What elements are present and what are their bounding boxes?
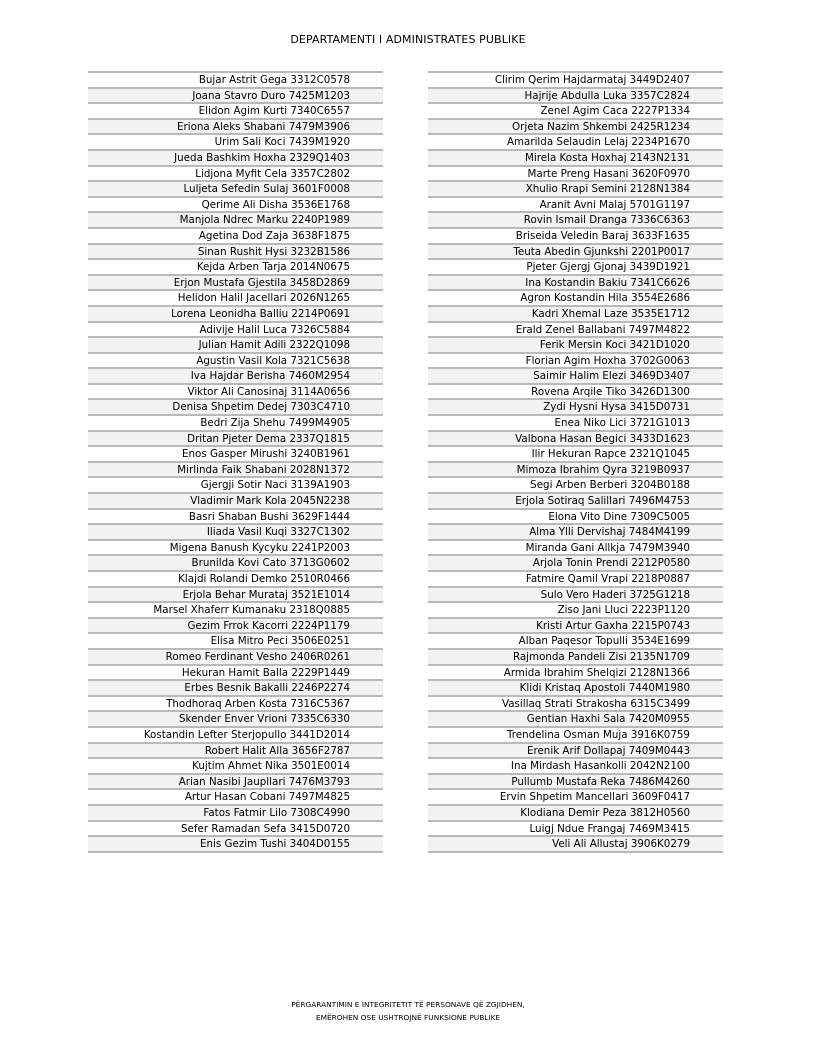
- list-item: Amarilda Selaudin Lelaj 2234P1670: [428, 135, 723, 151]
- list-item: Klodiana Demir Peza 3812H0560: [428, 806, 723, 822]
- list-item: Robert Halit Alla 3656F2787: [88, 744, 383, 760]
- list-item: Clirim Qerim Hajdarmataj 3449D2407: [428, 73, 723, 89]
- list-item: Enis Gezim Tushi 3404D0155: [88, 837, 383, 853]
- list-item: Lorena Leonidha Balliu 2214P0691: [88, 307, 383, 323]
- right-name-list: [428, 71, 723, 853]
- list-item: Saimir Halim Elezi 3469D3407: [428, 369, 723, 385]
- list-item: Luljeta Sefedin Sulaj 3601F0008: [88, 182, 383, 198]
- list-item: Joana Stavro Duro 7425M1203: [88, 89, 383, 105]
- list-item: Armida Ibrahim Shelqizi 2128N1366: [428, 666, 723, 682]
- list-item: Viktor Ali Canosinaj 3114A0656: [88, 385, 383, 401]
- list-item: Elidon Agim Kurti 7340C6557: [88, 104, 383, 120]
- list-item: Romeo Ferdinant Vesho 2406R0261: [88, 650, 383, 666]
- list-item: Iva Hajdar Berisha 7460M2954: [88, 369, 383, 385]
- list-item: Elona Vito Dine 7309C5005: [428, 510, 723, 526]
- list-item: Gjergji Sotir Naci 3139A1903: [88, 478, 383, 494]
- list-item: Erald Zenel Ballabani 7497M4822: [428, 323, 723, 339]
- list-item: Ferik Mersin Koci 3421D1020: [428, 338, 723, 354]
- list-item: Xhulio Rrapi Semini 2128N1384: [428, 182, 723, 198]
- list-item: Pullumb Mustafa Reka 7486M4260: [428, 775, 723, 791]
- list-item: Klidi Kristaq Apostoli 7440M1980: [428, 681, 723, 697]
- list-item: Ina Kostandin Bakiu 7341C6626: [428, 276, 723, 292]
- list-item: Segi Arben Berberi 3204B0188: [428, 478, 723, 494]
- list-item: Rovena Arqile Tiko 3426D1300: [428, 385, 723, 401]
- list-item: Fatmire Qamil Vrapi 2218P0887: [428, 572, 723, 588]
- list-item: Mirela Kosta Hoxhaj 2143N2131: [428, 151, 723, 167]
- list-item: Sefer Ramadan Sefa 3415D0720: [88, 822, 383, 838]
- list-item: Miranda Gani Allkja 7479M3940: [428, 541, 723, 557]
- list-item: Brunilda Kovi Cato 3713G0602: [88, 556, 383, 572]
- list-item: Alban Paqesor Topulli 3534E1699: [428, 634, 723, 650]
- list-item: Mimoza Ibrahim Qyra 3219B0937: [428, 463, 723, 479]
- list-item: Trendelina Osman Muja 3916K0759: [428, 728, 723, 744]
- page-footer: [0, 998, 816, 1024]
- list-item: Dritan Pjeter Dema 2337Q1815: [88, 432, 383, 448]
- list-item: Erjon Mustafa Gjestila 3458D2869: [88, 276, 383, 292]
- list-item: Luigj Ndue Frangaj 7469M3415: [428, 822, 723, 838]
- list-item: Klajdi Rolandi Demko 2510R0466: [88, 572, 383, 588]
- list-item: Ziso Jani Lluci 2223P1120: [428, 603, 723, 619]
- list-item: Artur Hasan Cobani 7497M4825: [88, 790, 383, 806]
- list-item: Aranit Avni Malaj 5701G1197: [428, 198, 723, 214]
- list-item: Marte Preng Hasani 3620F0970: [428, 167, 723, 183]
- list-item: Julian Hamit Adili 2322Q1098: [88, 338, 383, 354]
- list-item: Agustin Vasil Kola 7321C5638: [88, 354, 383, 370]
- list-item: Adivije Halil Luca 7326C5884: [88, 323, 383, 339]
- list-item: Gentian Haxhi Sala 7420M0955: [428, 712, 723, 728]
- list-item: Ina Mirdash Hasankolli 2042N2100: [428, 759, 723, 775]
- list-item: Manjola Ndrec Marku 2240P1989: [88, 213, 383, 229]
- list-item: Vladimir Mark Kola 2045N2238: [88, 494, 383, 510]
- list-item: Rovin Ismail Dranga 7336C6363: [428, 213, 723, 229]
- list-item: Basri Shaban Bushi 3629F1444: [88, 510, 383, 526]
- list-item: Rajmonda Pandeli Zisi 2135N1709: [428, 650, 723, 666]
- list-item: Kejda Arben Tarja 2014N0675: [88, 260, 383, 276]
- list-item: Briseida Veledin Baraj 3633F1635: [428, 229, 723, 245]
- list-item: Ervin Shpetim Mancellari 3609F0417: [428, 790, 723, 806]
- list-item: Fatos Fatmir Lilo 7308C4990: [88, 806, 383, 822]
- list-item: Qerime Ali Disha 3536E1768: [88, 198, 383, 214]
- list-item: Bedri Zija Shehu 7499M4905: [88, 416, 383, 432]
- list-item: Arian Nasibi Jaupllari 7476M3793: [88, 775, 383, 791]
- list-item: Pjeter Gjergj Gjonaj 3439D1921: [428, 260, 723, 276]
- list-item: Sinan Rushit Hysi 3232B1586: [88, 245, 383, 261]
- list-item: Veli Ali Allustaj 3906K0279: [428, 837, 723, 853]
- list-item: Hajrije Abdulla Luka 3357C2824: [428, 89, 723, 105]
- list-item: Elisa Mitro Peci 3506E0251: [88, 634, 383, 650]
- list-item: Gezim Frrok Kacorri 2224P1179: [88, 619, 383, 635]
- list-item: Florian Agim Hoxha 3702G0063: [428, 354, 723, 370]
- list-item: Iliada Vasil Kuqi 3327C1302: [88, 525, 383, 541]
- list-item: Erenik Arif Dollapaj 7409M0443: [428, 744, 723, 760]
- list-item: Lidjona Myfit Cela 3357C2802: [88, 167, 383, 183]
- list-item: Kadri Xhemal Laze 3535E1712: [428, 307, 723, 323]
- list-item: Erbes Besnik Bakalli 2246P2274: [88, 681, 383, 697]
- list-item: Vasillaq Strati Strakosha 6315C3499: [428, 697, 723, 713]
- list-item: Kostandin Lefter Sterjopullo 3441D2014: [88, 728, 383, 744]
- page-title: DEPARTAMENTI I ADMINISTRATES PUBLIKE: [290, 33, 526, 46]
- footer-line-1: PËRGARANTIMIN E INTEGRITETIT TË PERSONAVE QË ZGJIDHEN,: [291, 1000, 525, 1009]
- footer-line-2: EMËROHEN OSE USHTROJNË FUNKSIONE PUBLIKE: [315, 1013, 501, 1022]
- list-item: Orjeta Nazim Shkembi 2425R1234: [428, 120, 723, 136]
- list-item: Hekuran Hamit Balla 2229P1449: [88, 666, 383, 682]
- list-item: Thodhoraq Arben Kosta 7316C5367: [88, 697, 383, 713]
- list-item: Teuta Abedin Gjunkshi 2201P0017: [428, 245, 723, 261]
- list-item: Erjola Behar Murataj 3521E1014: [88, 588, 383, 604]
- list-item: Enos Gasper Mirushi 3240B1961: [88, 447, 383, 463]
- list-item: Alma Ylli Dervishaj 7484M4199: [428, 525, 723, 541]
- list-item: Ilir Hekuran Rapce 2321Q1045: [428, 447, 723, 463]
- list-item: Migena Banush Kycyku 2241P2003: [88, 541, 383, 557]
- list-item: Enea Niko Lici 3721G1013: [428, 416, 723, 432]
- list-item: Bujar Astrit Gega 3312C0578: [88, 73, 383, 89]
- list-item: Kristi Artur Gaxha 2215P0743: [428, 619, 723, 635]
- list-item: Zydi Hysni Hysa 3415D0731: [428, 400, 723, 416]
- list-item: Erjola Sotiraq Salillari 7496M4753: [428, 494, 723, 510]
- list-item: Mirlinda Faik Shabani 2028N1372: [88, 463, 383, 479]
- list-item: Eriona Aleks Shabani 7479M3906: [88, 120, 383, 136]
- list-item: Zenel Agim Caca 2227P1334: [428, 104, 723, 120]
- left-name-list: [88, 71, 383, 853]
- list-item: Agron Kostandin Hila 3554E2686: [428, 291, 723, 307]
- list-item: Sulo Vero Haderi 3725G1218: [428, 588, 723, 604]
- list-item: Kujtim Ahmet Nika 3501E0014: [88, 759, 383, 775]
- list-item: Valbona Hasan Begici 3433D1623: [428, 432, 723, 448]
- list-item: Arjola Tonin Prendi 2212P0580: [428, 556, 723, 572]
- list-item: Agetina Dod Zaja 3638F1875: [88, 229, 383, 245]
- list-item: Denisa Shpetim Dedej 7303C4710: [88, 400, 383, 416]
- list-item: Jueda Bashkim Hoxha 2329Q1403: [88, 151, 383, 167]
- list-item: Helidon Halil Jacellari 2026N1265: [88, 291, 383, 307]
- list-item: Urim Sali Koci 7439M1920: [88, 135, 383, 151]
- list-item: Marsel Xhaferr Kumanaku 2318Q0885: [88, 603, 383, 619]
- list-item: Skender Enver Vrioni 7335C6330: [88, 712, 383, 728]
